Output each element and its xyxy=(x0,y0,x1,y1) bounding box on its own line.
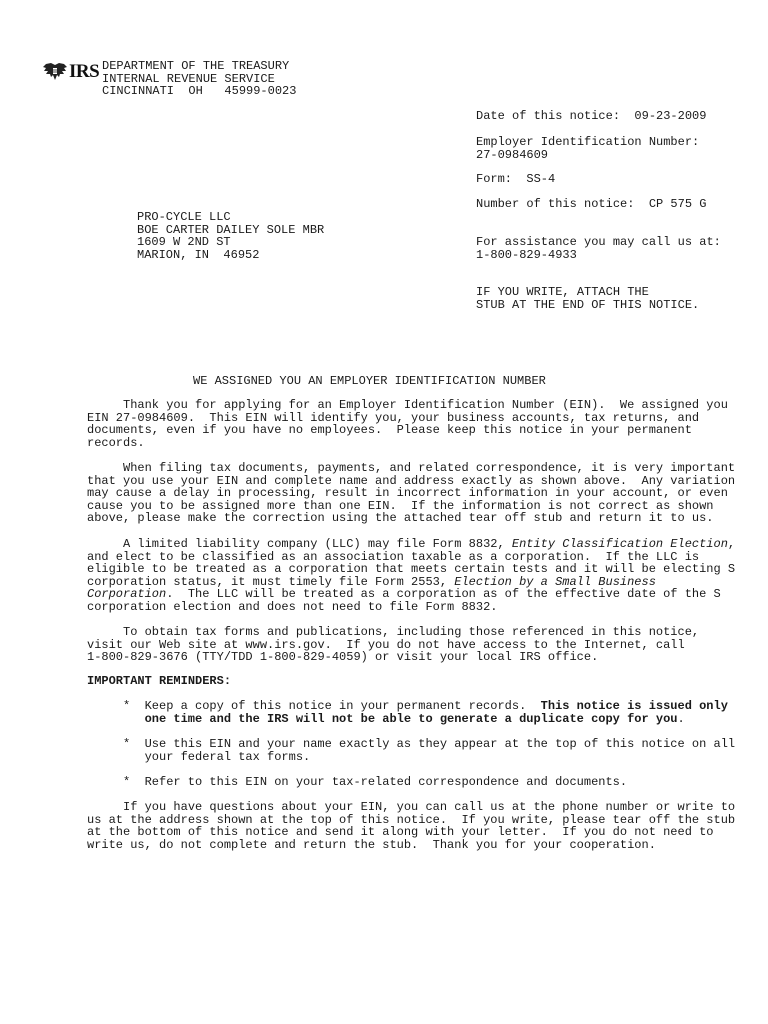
form-number: Form: SS-4 xyxy=(476,172,556,186)
reminder-bullet-refer-ein: * Refer to this EIN on your tax-related correspondence and documents. xyxy=(123,775,628,789)
agency-line: DEPARTMENT OF THE TREASURY xyxy=(102,59,290,73)
ein-value: 27-0984609 xyxy=(476,148,549,162)
recipient-address xyxy=(137,211,324,262)
assistance-phone: 1-800-829-4933 xyxy=(476,248,577,262)
paragraph-questions: If you have questions about your EIN, you can call us at the phone number or write to us at the address shown at the top of this notice. If you write, please tear off the stub at the bottom of this notice and send it along with your letter. If you do not need to write us, do not complete and return the stub. Thank you for your cooperation. xyxy=(87,800,736,852)
paragraph-thank-you: Thank you for applying for an Employer Identification Number (EIN). We assigned you EIN 27-0984609. This EIN will identify you, your business accounts, tax returns, and documents, even if you have no employees. Please keep this notice in your permanent records. xyxy=(87,398,728,450)
irs-eagle-icon xyxy=(42,62,68,82)
form-2553-title: Election by a Small Business Corporation xyxy=(87,574,656,601)
recipient-line: MARION, IN 46952 xyxy=(137,248,260,263)
notice-number: Number of this notice: CP 575 G xyxy=(476,197,707,211)
notice-title: WE ASSIGNED YOU AN EMPLOYER IDENTIFICATION NUMBER xyxy=(193,374,546,388)
reminders-heading: IMPORTANT REMINDERS: xyxy=(87,674,232,688)
recipient-line: PRO-CYCLE LLC xyxy=(137,210,231,224)
reminder-text: * Keep a copy of this notice in your permanent records. xyxy=(123,699,541,713)
notice-date: Date of this notice: 09-23-2009 xyxy=(476,109,707,123)
reminder-text: . xyxy=(677,711,685,726)
recipient-line: BOE CARTER DAILEY SOLE MBR xyxy=(137,222,325,237)
irs-logo-text: IRS xyxy=(69,61,100,82)
agency-address xyxy=(102,60,296,98)
paragraph-llc-election xyxy=(87,538,737,613)
ein-label: Employer Identification Number: xyxy=(476,135,700,149)
reminder-bullet-keep-copy xyxy=(123,700,733,725)
llc-text-part: A limited liability company (LLC) may file Form 8832, xyxy=(87,537,512,551)
irs-logo xyxy=(42,61,99,83)
recipient-line: 1609 W 2ND ST xyxy=(137,235,231,250)
form-8832-title: Entity Classification Election xyxy=(511,537,728,551)
llc-text-part: , and elect to be classified as an association taxable as a corporation. If the LLC is eligible to be treated as a corporation that meets certain tests and it will be electing S corporation status, it must timely file Form 2553, xyxy=(87,537,736,589)
reminder-bullet-use-ein: * Use this EIN and your name exactly as they appear at the top of this notice on all your federal tax forms. xyxy=(123,737,736,764)
paragraph-filing-instructions: When filing tax documents, payments, and related correspondence, it is very important that you use your EIN and complete name and address exactly as shown above. Any variation may cause a delay in processing, result in incorrect information in your account, or even cause you to be assigned more than one EIN. If the information is not correct as shown above, please make the correction using the attached tear off stub and return it to us. xyxy=(87,461,736,525)
llc-text-part: . The LLC will be treated as a corporation as of the effective date of the S corporation election and does not need to file Form 8832. xyxy=(87,587,721,614)
agency-line: CINCINNATI OH 45999-0023 xyxy=(102,84,297,98)
agency-line: INTERNAL REVENUE SERVICE xyxy=(102,71,275,86)
attach-instruction-line: IF YOU WRITE, ATTACH THE xyxy=(476,285,649,299)
attach-instruction-line: STUB AT THE END OF THIS NOTICE. xyxy=(476,298,700,312)
paragraph-tax-forms: To obtain tax forms and publications, including those referenced in this notice, visit our Web site at www.irs.gov. If you do not have access to the Internet, call 1-800-829-3676 (TTY/TDD 1-800-829-4059) or visit your local IRS office. xyxy=(87,625,700,664)
reminder-emphasis: This notice is issued only one time and the IRS will not be able to generate a duplicate copy for you xyxy=(144,699,728,726)
assistance-label: For assistance you may call us at: xyxy=(476,235,721,249)
